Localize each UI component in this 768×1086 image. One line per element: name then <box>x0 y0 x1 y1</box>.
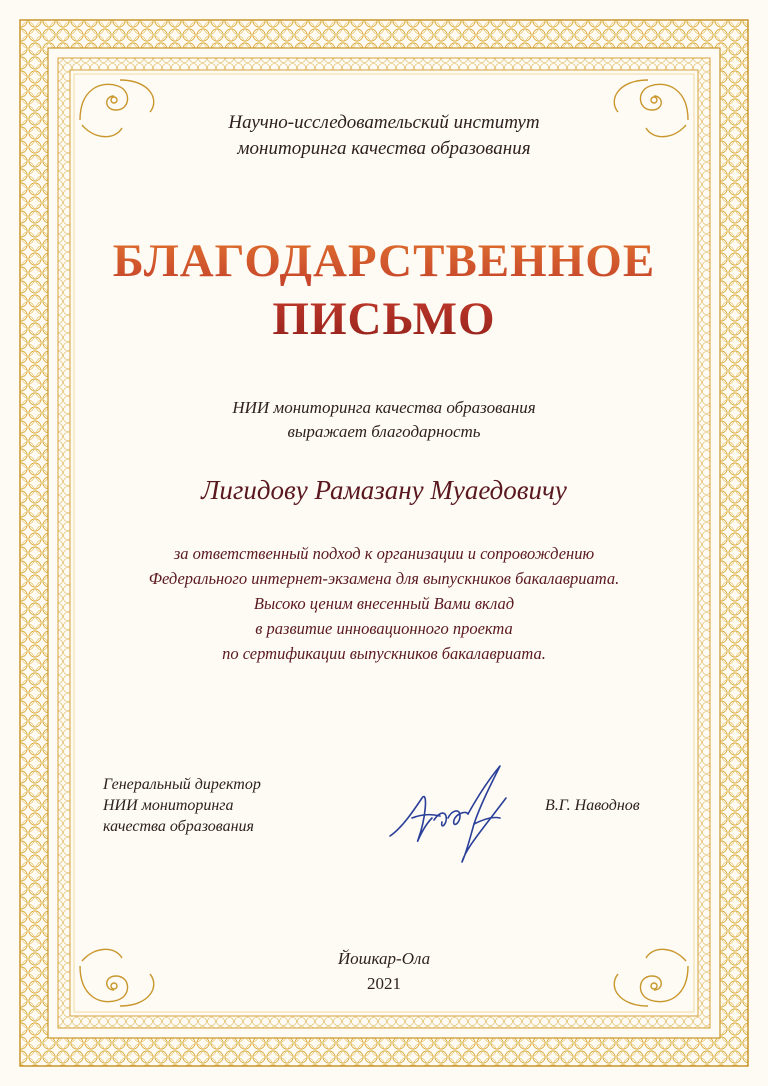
recipient-name: Лигидову Рамазану Муаедовичу <box>201 475 567 505</box>
document-title <box>0 232 768 348</box>
intro-text <box>0 396 768 444</box>
institute-name <box>0 110 768 162</box>
year: 2021 <box>367 974 401 993</box>
position-line-2: НИИ мониторинга <box>103 797 234 814</box>
intro-line-2: выражает благодарность <box>287 422 481 441</box>
reason-line-4: в развитие инновационного проекта <box>255 619 513 638</box>
reason-text <box>0 541 768 666</box>
position-line-3: качества образования <box>103 818 254 835</box>
title-line-2: ПИСЬМО <box>272 293 496 345</box>
title-line-1: БЛАГОДАРСТВЕННОЕ <box>112 235 656 287</box>
reason-line-5: по сертификации выпускников бакалавриата. <box>222 644 546 663</box>
signatory-name: В.Г. Наводнов <box>545 797 640 814</box>
reason-line-1: за ответственный подход к организации и сопровождению <box>173 544 595 563</box>
handwritten-signature <box>382 758 522 868</box>
footer <box>0 946 768 996</box>
institute-line-2: мониторинга качества образования <box>237 138 531 159</box>
institute-line-1: Научно-исследовательский институт <box>228 112 540 133</box>
signatory-position <box>103 774 261 837</box>
city: Йошкар-Ола <box>337 949 431 968</box>
position-line-1: Генеральный директор <box>103 776 261 793</box>
reason-line-2: Федерального интернет-экзамена для выпускников бакалавриата. <box>148 569 620 588</box>
intro-line-1: НИИ мониторинга качества образования <box>232 398 536 417</box>
reason-line-3: Высоко ценим внесенный Вами вклад <box>253 594 515 613</box>
